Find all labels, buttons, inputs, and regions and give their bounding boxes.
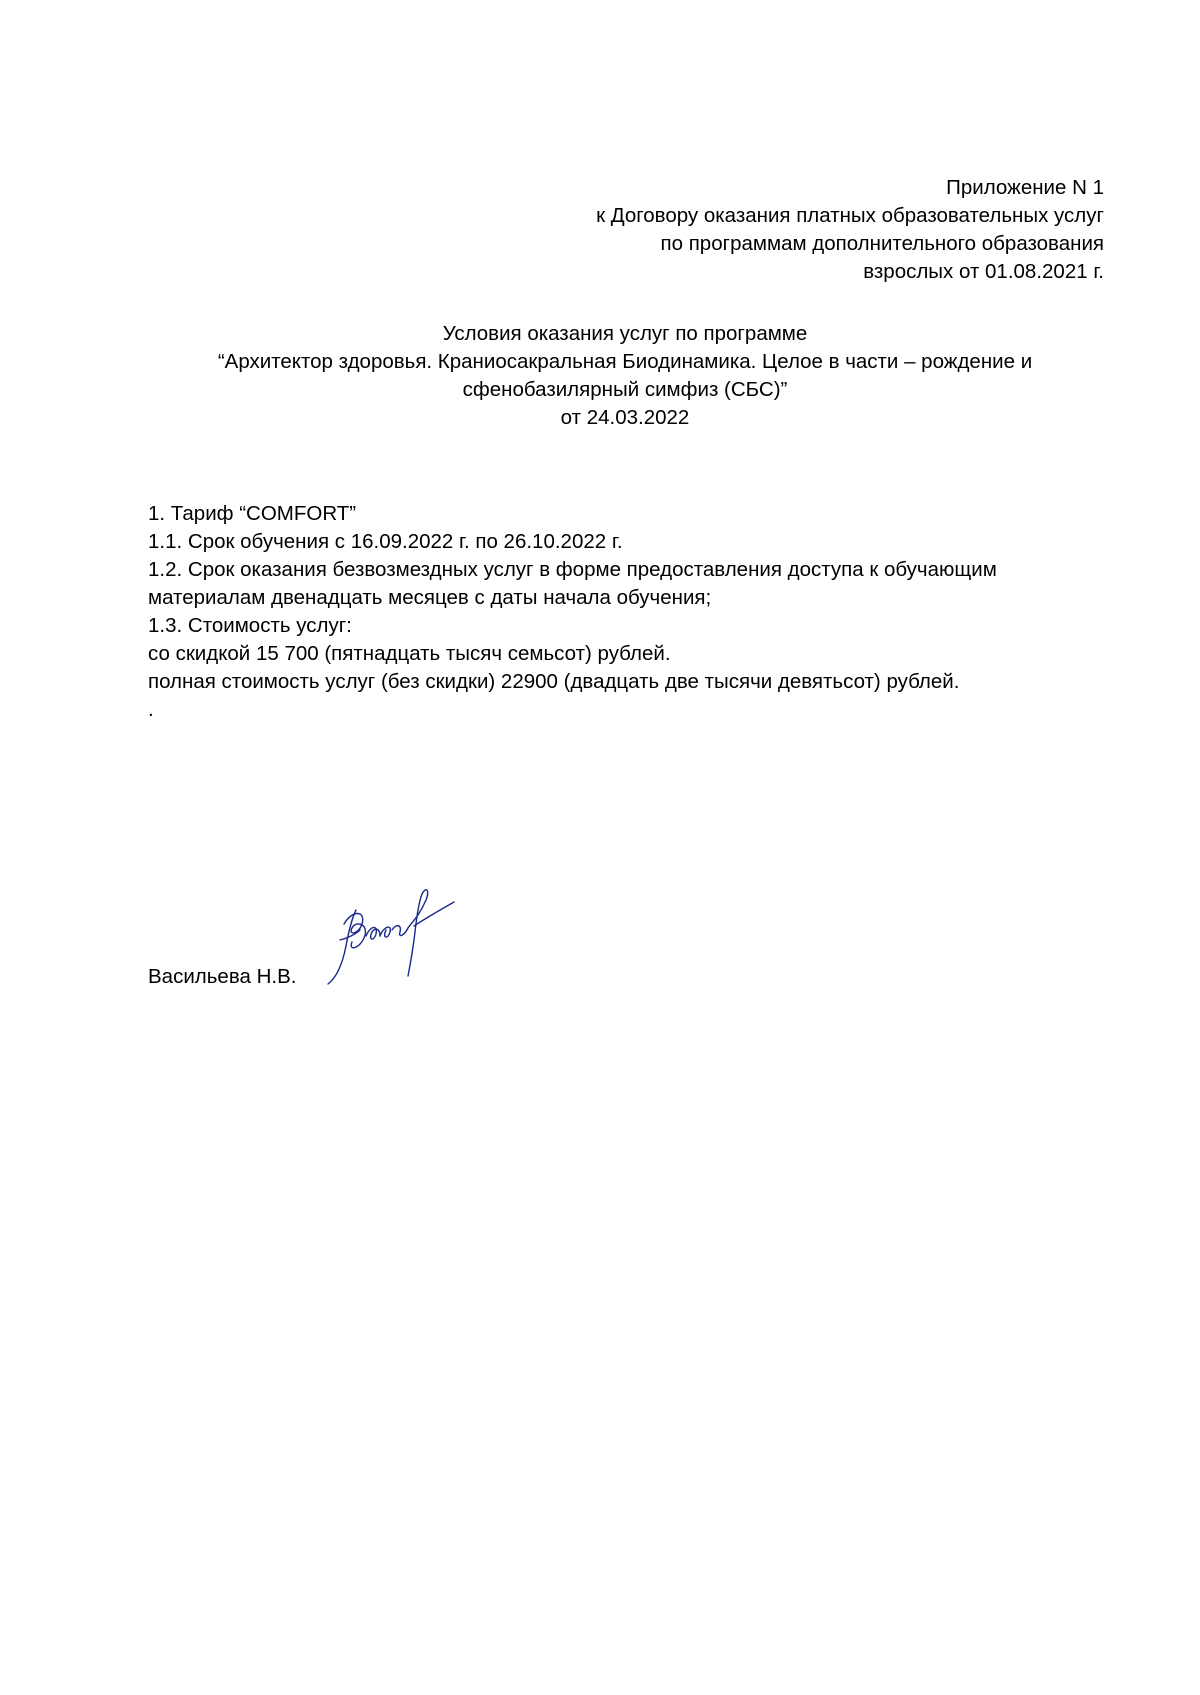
- appendix-date-line: взрослых от 01.08.2021 г.: [863, 260, 1104, 283]
- tariff-heading: 1. Тариф “COMFORT”: [148, 502, 357, 525]
- study-period: 1.1. Срок обучения с 16.09.2022 г. по 26.10.2022 г.: [148, 530, 623, 553]
- full-price: полная стоимость услуг (без скидки) 22900 (двадцать две тысячи девятьсот) рублей.: [148, 670, 960, 693]
- title-line-2: “Архитектор здоровья. Краниосакральная Биодинамика. Целое в части – рождение и: [217, 350, 1033, 373]
- title-date: от 24.03.2022: [560, 406, 690, 429]
- appendix-program-line: по программам дополнительного образования: [660, 232, 1104, 255]
- document-title: [100, 320, 1150, 432]
- terms-body: [148, 500, 1148, 724]
- handwritten-signature: [322, 880, 462, 990]
- title-line-3: сфенобазилярный симфиз (СБС)”: [462, 378, 788, 401]
- signer-name: Васильева Н.В.: [148, 965, 297, 988]
- free-access-period-line-2: материалам двенадцать месяцев с даты начала обучения;: [148, 586, 712, 609]
- discount-price: со скидкой 15 700 (пятнадцать тысяч семьсот) рублей.: [148, 642, 671, 665]
- title-line-1: Условия оказания услуг по программе: [442, 322, 808, 345]
- trailing-dot: .: [148, 698, 154, 721]
- cost-heading: 1.3. Стоимость услуг:: [148, 614, 352, 637]
- appendix-contract-line: к Договору оказания платных образовательных услуг: [596, 204, 1104, 227]
- appendix-header: [404, 174, 1104, 286]
- appendix-number: Приложение N 1: [946, 176, 1104, 199]
- free-access-period-line-1: 1.2. Срок оказания безвозмездных услуг в форме предоставления доступа к обучающим: [148, 558, 997, 581]
